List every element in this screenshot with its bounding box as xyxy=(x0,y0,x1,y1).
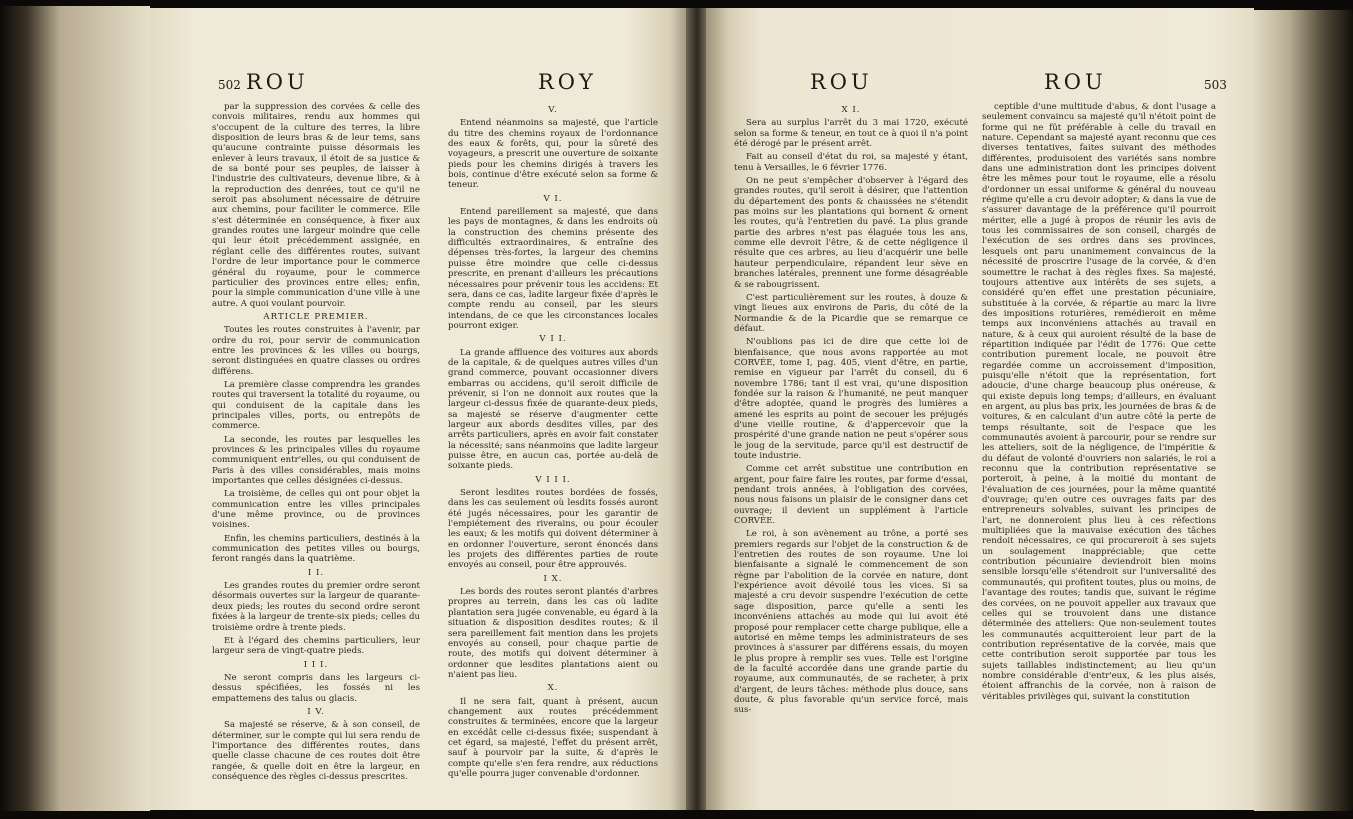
section-heading: ARTICLE PREMIER. xyxy=(263,311,369,322)
section-heading: I I I. xyxy=(303,659,329,670)
paragraph: Les bords des routes seront plantés d'arbres propres au terrein, dans les cas où ladite plantation sera jugée convenable, eu égard à la situation & disposition desdites routes; & il sera pareillement fait mention dans les projets envoyés au conseil, pour chaque partie de route, des motifs qui doivent déterminer à ordonner que lesdites plantations aient ou n'aient pas lieu. xyxy=(448,587,658,680)
paragraph: par la suppression des corvées & celle des convois militaires, rendu aux hommes qui s'occupent de la culture des terres, la libre disposition de leurs bras & de leur tems, sans qu'aucune contrainte puisse désormais les enlever à leurs travaux, il étoit de sa justice & de sa bonté pour ses peuples, de laisser à l'industrie des cultivateurs, devenue libre, & à la reproduction des denrées, tout ce qu'il ne seroit pas absolument nécessaire de détruire aux chemins, pour faciliter le commerce. Elle s'est déterminée en conséquence, à fixer aux grandes routes une largeur moindre que celle qui leur étoit précédemment assignée, en réglant celle des différentes routes, suivant l'ordre de leur importance pour le commerce général du royaume, pour le commerce particulier des provinces entre elles; enfin, pour la simple communication d'une ville à une autre. A quoi voulant pourvoir. xyxy=(212,102,420,309)
right-page-column-1 xyxy=(734,102,968,719)
paragraph: La troisième, de celles qui ont pour objet la communication entre les villes principales d'une même province, ou de provinces voisines. xyxy=(212,489,420,531)
paragraph: On ne peut s'empêcher d'observer à l'égard des grandes routes, qu'il seroit à désirer, que l'attention du département des ponts & chaussées ne s'étendit pas moins sur les plantations qui bornent & ornent les routes, qu'à l'entretien du pavé. La plus grande partie des arbres n'est pas élaguée tous les ans, comme elle devroit l'être, & de cette négligence il résulte que ces arbres, au lieu d'acquérir une belle hauteur perpendiculaire, répandent leur sève en branches latérales, prennent une forme désagréable & se rabougrissent. xyxy=(734,176,968,290)
paragraph: N'oublions pas ici de dire que cette loi de bienfaisance, que nous avons rapportée au mot CORVÉE, tome I, pag. 405, vient d'être, en partie, remise en vigueur par l'arrêt du conseil, du 6 novembre 1786; tant il est vrai, qu'une disposition fondée sur la raison & l'humanité, ne peut manquer d'être adoptée, quand le progrès des lumières a amené les esprits au point de secouer les préjugés d'une vieille routine, & d'appercevoir que la prospérité d'une grande nation ne peut s'opérer sous le joug de la servitude, parce qu'il est destructif de toute industrie. xyxy=(734,337,968,461)
section-heading: X I. xyxy=(841,105,861,115)
right-page-header xyxy=(706,70,1254,100)
paragraph: La seconde, les routes par lesquelles les provinces & les principales villes du royaume communiquent entr'elles, ou qui conduisent de Paris à des villes considérables, mais moins importantes que celles désignées ci-dessus. xyxy=(212,434,420,487)
paragraph: Enfin, les chemins particuliers, destinés à la communication des petites villes ou bourgs, feront rangés dans la quatrième. xyxy=(212,533,420,565)
paragraph: Comme cet arrêt substitue une contribution en argent, pour faire faire les routes, par forme d'essai, pendant trois années, à l'obligation des corvées, nous nous faisons un plaisir de le consigner dans cet ouvrage; il devient un supplément à l'article CORVÉE. xyxy=(734,464,968,527)
running-head-right-col2: ROU xyxy=(1044,70,1107,94)
paragraph: ceptible d'une multitude d'abus, & dont l'usage a seulement convaincu sa majesté qu'il n'étoit point de forme qui ne fût préférable à celle du travail en nature. Cependant sa majesté ayant reconnu que ces diverses tentatives, faites suivant des méthodes différentes, produisoient des variétés sans nombre dans une administration dont les principes doivent être les mêmes pour tout le royaume, elle a résolu d'ordonner un essai uniforme & général du nouveau régime qu'elle a cru devoir adopter; & dans la vue de s'assurer davantage de la préférence qu'il pourroit mériter, elle a jugé à propos de réunir les avis de tous les commissaires de son conseil, chargés de l'exécution de ses ordres dans ses provinces, lesquels ont paru unanimement convaincus de la nécessité de proscrire l'usage de la corvée, & d'en soumettre le rachat à des règles fixes. Sa majesté, toujours attentive aux intérêts de ses sujets, a considéré qu'en effet une prestation pécuniaire, substituée à la corvée, & répartie au marc la livre des impositions roturières, remédieroit en même temps aux inconvéniens attachés au travail en nature, & à ceux qui auroient résulté de la base de répartition indiquée par l'édit de 1776: Que cette contribution purement locale, ne pouvoit être regardée comme un accroissement d'imposition, puisqu'elle n'étoit que la représentation, fort adoucie, d'une charge beaucoup plus onéreuse, & qui existe depuis long temps; d'ailleurs, en évaluant en argent, au plus bas prix, les journées de bras & de voitures, & en calculant d'un autre côté la perte de temps résultante, soit de l'espace que les communautés avoient à parcourir, pour se rendre sur les atteliers, soit de la négligence, de l'impéritie & du défaut de volonté d'ouvriers non salariés, le roi a reconnu que la contribution représentative se porteroit, à peine, à la moitié du montant de l'évaluation de ces journées, pour la même quantité d'ouvrage; qu'en outre ces ouvrages faits par des entrepreneurs solvables, suivant les principes de l'art, ne donneroient plus lieu à ces réfections multipliées que la mauvaise exécution des tâches rendoit nécessaires, ce qui procureroit à ses sujets un soulagement inappréciable; que cette contribution pécuniaire deviendroit bien moins sensible lorsqu'elle s'étendroit sur l'universalité des communautés, qui profitent toutes, plus ou moins, de l'avantage des routes; tandis que, suivant le régime des corvées, on ne pouvoit appeller aux travaux que celles qui se trouvoient dans une distance déterminée des atteliers: Que non-seulement toutes les communautés acquitteroient leur part de la contribution représentative de la corvée, mais que cette contribution seroit supportée par tous les sujets taillables indistinctement; au lieu qu'un nombre considérable d'entr'eux, & les plus aisés, étoient affranchis de la corvée, non à raison de véritables privilèges qui, suivant la constitution xyxy=(982,102,1216,702)
paragraph: Sera au surplus l'arrêt du 3 mai 1720, exécuté selon sa forme & teneur, en tout ce à quoi il n'a point été dérogé par le présent arrêt. xyxy=(734,118,968,150)
section-heading: X. xyxy=(547,683,559,694)
paragraph: Entend néanmoins sa majesté, que l'article du titre des chemins royaux de l'ordonnance des eaux & forêts, qui, pour la sûreté des voyageurs, a prescrit une ouverture de soixante pieds pour les chemins dirigés à travers les bois, continue d'être exécuté selon sa forme & teneur. xyxy=(448,118,658,191)
paragraph: Et à l'égard des chemins particuliers, leur largeur sera de vingt-quatre pieds. xyxy=(212,635,420,657)
paragraph: Sa majesté se réserve, & à son conseil, de déterminer, sur le compte qui lui sera rendu de l'importance des différentes routes, dans quelle classe chacune de ces routes doit être rangée, & quelle doit en être la largeur, en conséquence des règles ci-dessus prescrites. xyxy=(212,720,420,782)
section-heading: V I I. xyxy=(539,334,567,345)
paragraph: Seront lesdites routes bordées de fossés, dans les cas seulement où lesdits fossés auront été jugés nécessaires, pour les garantir de l'empiétement des riverains, ou pour écouler les eaux; & les motifs qui doivent déterminer à en ordonner l'ouverture, seront énoncés dans les projets des différentes parties de route envoyés au conseil, pour être approuvés. xyxy=(448,488,658,571)
running-head-left-col2: ROY xyxy=(538,70,597,94)
left-page-column-2 xyxy=(448,102,658,782)
paragraph: Entend pareillement sa majesté, que dans les pays de montagnes, & dans les endroits où la construction des chemins présente des difficultés extraordinaires, & entraîne des dépenses très-fortes, la largeur des chemins puisse être moindre que celle ci-dessus prescrite, en prenant d'ailleurs les précautions nécessaires pour prévenir tous les accidens: Et sera, dans ce cas, ladite largeur fixée d'après le compte rendu au conseil, par les sieurs intendans, de ce que les circonstances locales pourront exiger. xyxy=(448,207,658,331)
running-head-left-col1: ROU xyxy=(246,70,309,94)
right-page xyxy=(706,8,1254,810)
section-heading: V. xyxy=(548,105,558,115)
right-page-column-2 xyxy=(982,102,1216,705)
paragraph: Toutes les routes construites à l'avenir, par ordre du roi, pour servir de communication entre les provinces & les villes ou bourgs, seront distinguées en quatre classes ou ordres différens. xyxy=(212,325,420,377)
right-page-edges xyxy=(1254,10,1353,811)
left-page-column-1 xyxy=(212,102,420,785)
paragraph: Il ne sera fait, quant à présent, aucun changement aux routes précédemment construites & terminées, encore que la largeur en excédât celle ci-dessus fixée; suspendant à cet égard, sa majesté, l'effet du présent arrêt, sauf à pourvoir par la suite, & d'après le compte qu'elle s'en fera rendre, aux réductions qu'elle pourra juger convenable d'ordonner. xyxy=(448,696,658,779)
running-head-right-col1: ROU xyxy=(810,70,873,94)
paragraph: Le roi, à son avènement au trône, a porté ses premiers regards sur l'objet de la construction & de l'entretien des routes de son royaume. Une loi bienfaisante a signalé le commencement de son règne par l'abolition de la corvée en nature, dont l'expérience avoit dévoilé tous les vices. Si sa majesté a cru devoir suspendre l'exécution de cette sage disposition, parce qu'elle a senti les inconvéniens attachés au mode qui lui avoit été proposé pour remplacer cette charge publique, elle a autorisé en même temps les administrateurs de ses provinces à s'assurer par différens essais, du moyen le plus propre à remplir ses vues. Telle est l'origine de la faculté accordée dans une grande partie du royaume, aux communautés, de se racheter, à prix d'argent, de leurs tâches: méthode plus douce, sans doute, & plus favorable qu'un service forcé, mais sus- xyxy=(734,529,968,716)
section-heading: I X. xyxy=(543,573,563,584)
left-page-edges xyxy=(0,6,150,811)
paragraph: Fait au conseil d'état du roi, sa majesté y étant, tenu à Versailles, le 6 février 1776. xyxy=(734,152,968,173)
left-page-header xyxy=(150,70,692,100)
folio-left: 502 xyxy=(218,78,241,92)
paragraph: Les grandes routes du premier ordre seront désormais ouvertes sur la largeur de quarante-deux pieds; les routes du second ordre seront fixées à la largeur de trente-six pieds; celles du troisième ordre à trente pieds. xyxy=(212,581,420,633)
paragraph: Ne seront compris dans les largeurs ci-dessus spécifiées, les fossés ni les empattemens des talus ou glacis. xyxy=(212,672,420,704)
section-heading: V I. xyxy=(543,193,563,204)
folio-right: 503 xyxy=(1204,78,1227,92)
paragraph: C'est particulièrement sur les routes, à douze & vingt lieues aux environs de Paris, du côté de la Normandie & de la Picardie que se remarque ce défaut. xyxy=(734,292,968,334)
paragraph: La première classe comprendra les grandes routes qui traversent la totalité du royaume, ou qui conduisent de la capitale dans les principales villes, ports, ou entrepôts de commerce. xyxy=(212,379,420,432)
section-heading: I I. xyxy=(307,567,325,578)
paragraph: La grande affluence des voitures aux abords de la capitale, & de quelques autres villes d'un grand commerce, pouvant occasionner divers embarras ou accidens, qu'il seroit difficile de prévenir, si l'on ne donnoit aux routes que la largeur ci-dessus fixée de quarante-deux pieds, sa majesté se réserve d'augmenter cette largeur aux abords desdites villes, par des arrêts particuliers, après en avoir fait constater la nécessité; sans néanmoins que ladite largeur puisse être, en aucun cas, portée au-delà de soixante pieds. xyxy=(448,347,658,472)
section-heading: V I I I. xyxy=(535,474,571,485)
left-page xyxy=(150,8,692,810)
section-heading: I V. xyxy=(307,706,325,717)
